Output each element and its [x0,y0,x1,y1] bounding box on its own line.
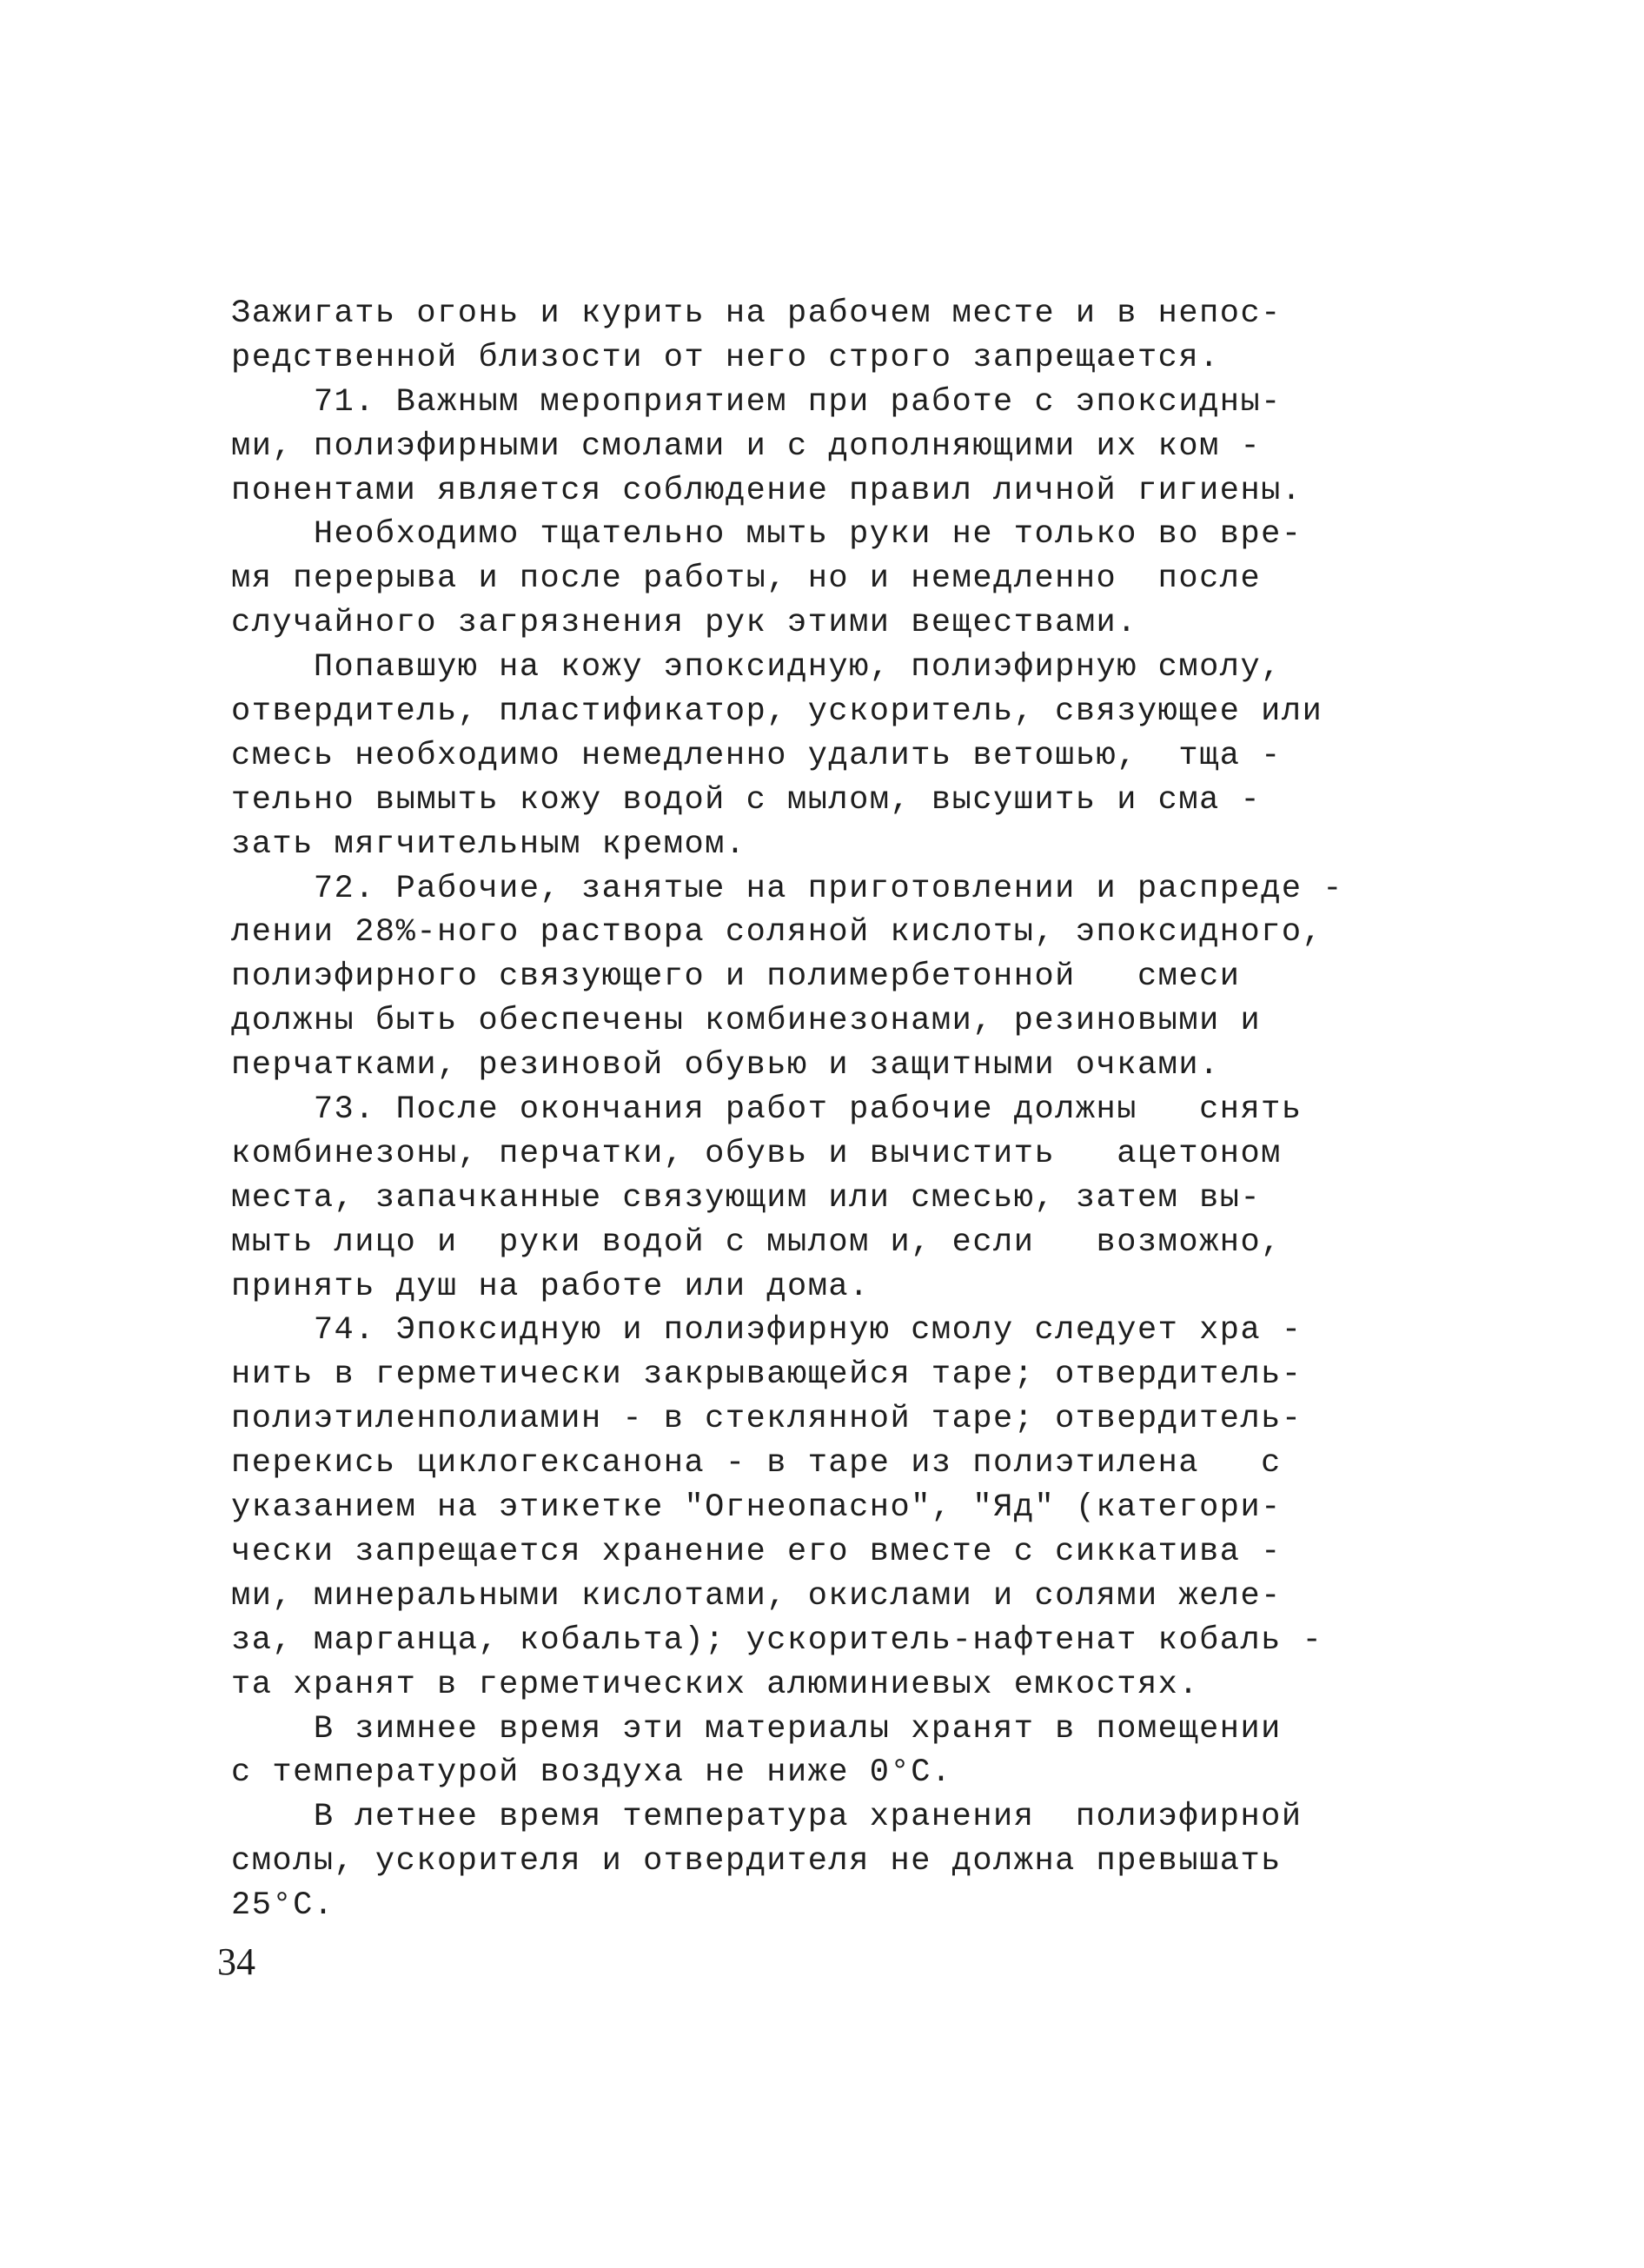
text-line: должны быть обеспечены комбинезонами, резиновыми и [231,1003,1262,1040]
text-line: Зажигать огонь и курить на рабочем месте и в непос- [231,295,1282,332]
text-line: 73. После окончания работ рабочие должны снять [231,1091,1303,1129]
text-line: смолы, ускорителя и отвердителя не должна превышать [231,1843,1282,1880]
text-line: перекись циклогексанона - в таре из полиэтилена с [231,1445,1282,1482]
text-line: 71. Важным мероприятием при работе с эпоксидны- [231,383,1282,421]
text-line: нить в герметически закрывающейся таре; отвердитель- [231,1356,1303,1394]
text-line: смесь необходимо немедленно удалить ветошью, тща - [231,737,1282,774]
text-line: мыть лицо и руки водой с мылом и, если возможно, [231,1224,1282,1261]
text-line: полиэфирного связующего и полимербетонной смеси [231,958,1241,996]
text-line: комбинезоны, перчатки, обувь и вычистить ацетоном [231,1135,1282,1172]
text-line: Необходимо тщательно мыть руки не только во вре- [231,516,1303,554]
text-line: принять душ на работе или дома. [231,1268,870,1305]
text-line: полиэтиленполиамин - в стеклянной таре; отвердитель- [231,1401,1303,1438]
text-line: указанием на этикетке "Огнеопасно", "Яд" (категори- [231,1489,1282,1527]
text-line: ми, полиэфирными смолами и с дополняющими их ком - [231,428,1262,465]
text-line: мя перерыва и после работы, но и немедленно после [231,560,1262,598]
text-line: В летнее время температура хранения полиэфирной [231,1799,1303,1836]
text-line: 25°С. [231,1887,335,1925]
page-number: 34 [217,1940,255,1983]
text-line: перчатками, резиновой обувью и защитными очками. [231,1047,1220,1084]
text-line: Попавшую на кожу эпоксидную, полиэфирную смолу, [231,649,1282,686]
text-line: тельно вымыть кожу водой с мылом, высушить и сма - [231,781,1262,819]
text-line: с температурой воздуха не ниже 0°С. [231,1754,952,1792]
text-line: 72. Рабочие, занятые на приготовлении и распреде - [231,870,1343,907]
text-line: за, марганца, кобальта); ускоритель-нафтенат кобаль - [231,1621,1323,1659]
text-line: ми, минеральными кислотами, окислами и солями желе- [231,1577,1282,1615]
text-line: 74. Эпоксидную и полиэфирную смолу следует хра - [231,1312,1303,1350]
text-line: отвердитель, пластификатор, ускоритель, связующее или [231,693,1323,731]
text-line: понентами является соблюдение правил личной гигиены. [231,472,1303,509]
text-line: редственной близости от него строго запрещается. [231,339,1220,376]
text-line: зать мягчительным кремом. [231,826,746,863]
text-line: места, запачканные связующим или смесью, затем вы- [231,1179,1262,1217]
text-line: чески запрещается хранение его вместе с сиккатива - [231,1533,1282,1570]
text-line: В зимнее время эти материалы хранят в помещении [231,1710,1282,1747]
text-line: случайного загрязнения рук этими веществами. [231,605,1137,642]
text-line: та хранят в герметических алюминиевых емкостях. [231,1666,1200,1703]
text-line: лении 28%-ного раствора соляной кислоты, эпоксидного, [231,914,1323,952]
body-text [231,292,1378,1928]
